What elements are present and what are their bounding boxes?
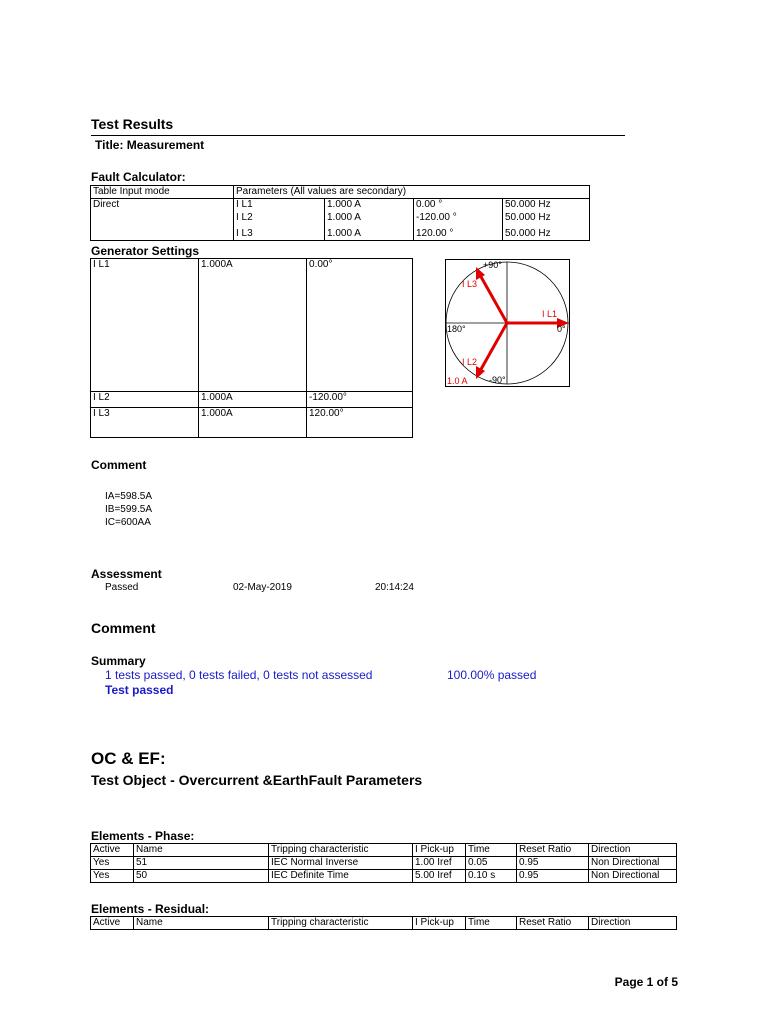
phase-cell: 50	[134, 870, 269, 883]
comment-heading: Comment	[91, 458, 147, 472]
phase-cell: Non Directional	[589, 870, 677, 883]
comment-line: IC=600AA	[105, 517, 151, 528]
fault-cell: 1.000 A	[325, 212, 414, 225]
oc-ef-subheading: Test Object - Overcurrent &EarthFault Parameters	[91, 772, 423, 788]
phasor-diagram	[445, 259, 570, 387]
fault-cell: 50.000 Hz	[503, 225, 590, 241]
assessment-date: 02-May-2019	[233, 582, 292, 593]
fault-mode: Direct	[91, 199, 234, 241]
phase-cell: Yes	[91, 857, 134, 870]
elements-residual-heading: Elements - Residual:	[91, 902, 210, 916]
phase-cell: 5.00 Iref	[413, 870, 466, 883]
comment-line: IA=598.5A	[105, 491, 152, 502]
gen-cell: I L2	[91, 392, 199, 408]
phasor-label-scale: 1.0 A	[447, 376, 468, 386]
assessment-time: 20:14:24	[375, 582, 414, 593]
residual-header-cell: Active	[91, 917, 134, 930]
phase-cell: 0.95	[517, 870, 589, 883]
gen-cell: I L1	[91, 259, 199, 392]
gen-cell: 1.000A	[199, 392, 307, 408]
fault-cell: 120.00 °	[414, 225, 503, 241]
elements-residual-table	[90, 916, 677, 930]
table-row	[91, 857, 677, 870]
table-row	[91, 870, 677, 883]
phase-header-cell: Name	[134, 844, 269, 857]
fault-col-input-mode: Table Input mode	[91, 186, 234, 199]
phase-header-cell: Time	[466, 844, 517, 857]
fault-col-parameters: Parameters (All values are secondary)	[234, 186, 590, 199]
fault-cell: 50.000 Hz	[503, 199, 590, 212]
elements-phase-heading: Elements - Phase:	[91, 829, 195, 843]
elements-phase-table	[90, 843, 677, 883]
phase-header-cell: Active	[91, 844, 134, 857]
phasor-label-il3: I L3	[462, 279, 478, 289]
phasor-label-il1: I L1	[542, 309, 558, 319]
oc-ef-heading: OC & EF:	[91, 749, 166, 768]
phasor-label-il2: I L2	[462, 357, 478, 367]
phasor-il3-arrow	[480, 275, 507, 323]
assessment-heading: Assessment	[91, 567, 162, 581]
phase-cell: Yes	[91, 870, 134, 883]
phase-cell: 0.05	[466, 857, 517, 870]
gen-cell: 120.00°	[307, 408, 413, 438]
residual-header-cell: Name	[134, 917, 269, 930]
summary-result: Test passed	[105, 683, 174, 697]
summary-tests-line: 1 tests passed, 0 tests failed, 0 tests not assessed	[105, 668, 373, 682]
fault-cell: I L1	[234, 199, 325, 212]
fault-cell: 1.000 A	[325, 225, 414, 241]
page-title: Title: Measurement	[95, 138, 205, 152]
summary-percent: 100.00% passed	[447, 668, 537, 682]
fault-cell: -120.00 °	[414, 212, 503, 225]
phase-cell: 0.10 s	[466, 870, 517, 883]
phase-cell: IEC Definite Time	[269, 870, 413, 883]
phasor-label-plus90: +90°	[483, 260, 502, 270]
comment-text	[105, 490, 152, 529]
gen-cell: I L3	[91, 408, 199, 438]
page-number: Page 1 of 5	[614, 975, 678, 989]
fault-cell: I L2	[234, 212, 325, 225]
gen-cell: -120.00°	[307, 392, 413, 408]
fault-cell: 1.000 A	[325, 199, 414, 212]
header-rule	[91, 135, 625, 136]
phase-cell: 51	[134, 857, 269, 870]
test-results-heading: Test Results	[91, 116, 174, 132]
residual-header-cell: Tripping characteristic	[269, 917, 413, 930]
residual-header-cell: Time	[466, 917, 517, 930]
phase-cell: 1.00 Iref	[413, 857, 466, 870]
gen-cell: 0.00°	[307, 259, 413, 392]
fault-calculator-table	[90, 185, 590, 241]
fault-cell: 50.000 Hz	[503, 212, 590, 225]
phasor-label-0: 0°	[557, 324, 566, 334]
phase-header-cell: Reset Ratio	[517, 844, 589, 857]
phase-header-cell: I Pick-up	[413, 844, 466, 857]
comment-line: IB=599.5A	[105, 504, 152, 515]
phasor-label-minus90: -90°	[489, 375, 506, 385]
phase-cell: Non Directional	[589, 857, 677, 870]
gen-cell: 1.000A	[199, 259, 307, 392]
fault-cell: 0.00 °	[414, 199, 503, 212]
residual-header-cell: I Pick-up	[413, 917, 466, 930]
residual-header-cell: Reset Ratio	[517, 917, 589, 930]
phase-header-cell: Direction	[589, 844, 677, 857]
summary-heading: Summary	[91, 654, 146, 668]
gen-cell: 1.000A	[199, 408, 307, 438]
phasor-label-180: 180°	[447, 324, 466, 334]
assessment-result: Passed	[105, 582, 139, 593]
comment2-heading: Comment	[91, 620, 156, 636]
generator-settings-table	[90, 258, 413, 438]
phasor-il2-arrow	[480, 323, 507, 371]
residual-header-cell: Direction	[589, 917, 677, 930]
generator-settings-heading: Generator Settings	[91, 244, 200, 258]
phase-header-cell: Tripping characteristic	[269, 844, 413, 857]
fault-calculator-heading: Fault Calculator:	[91, 170, 186, 184]
phase-cell: 0.95	[517, 857, 589, 870]
phase-cell: IEC Normal Inverse	[269, 857, 413, 870]
fault-cell: I L3	[234, 225, 325, 241]
